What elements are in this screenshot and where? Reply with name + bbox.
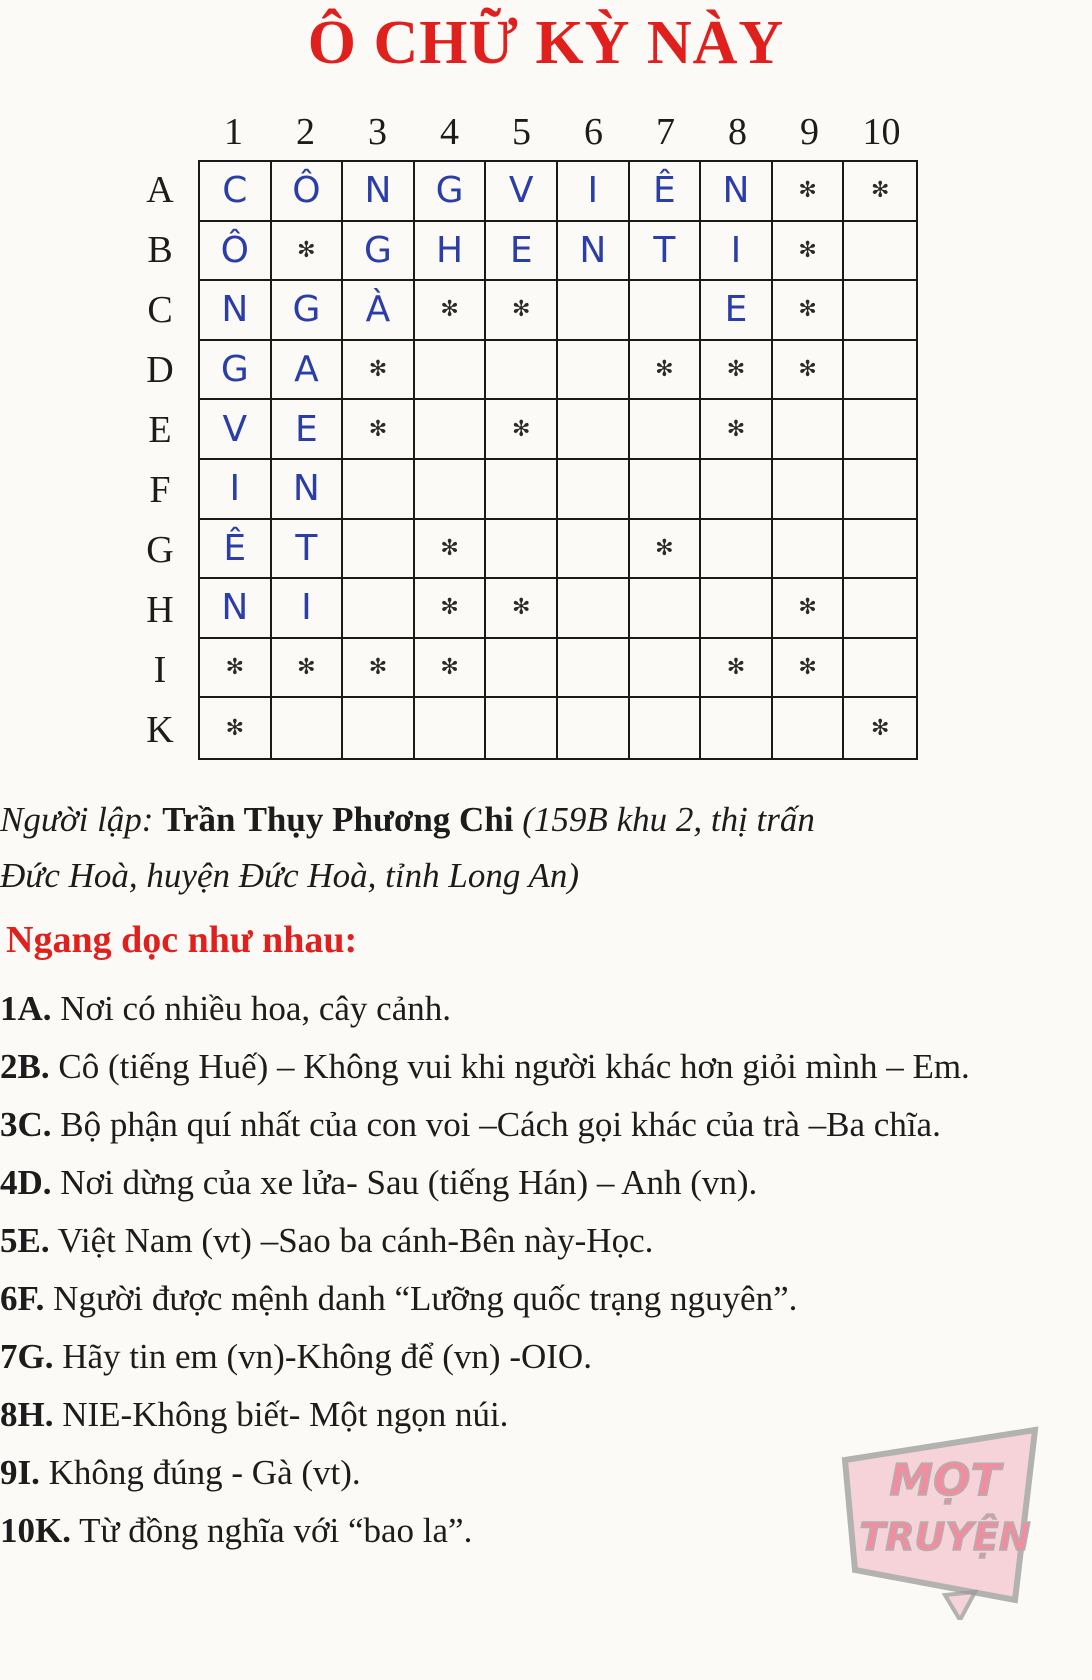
- grid-cell: I: [200, 460, 272, 520]
- blocked-cell: ✻: [415, 579, 487, 639]
- grid-cell: [701, 579, 773, 639]
- grid-cell: [844, 520, 916, 580]
- grid-cell: G: [415, 162, 487, 222]
- clue-text: Việt Nam (vt) –Sao ba cánh-Bên này-Học.: [57, 1221, 654, 1260]
- author-name: Trần Thụy Phương Chi: [162, 800, 514, 839]
- clue-number: 9I.: [0, 1453, 40, 1492]
- grid-cell: N: [200, 579, 272, 639]
- grid-cell: T: [630, 222, 702, 282]
- row-letter: D: [146, 349, 174, 391]
- watermark-line-1: MỌT: [889, 1455, 1001, 1506]
- watermark-logo: [835, 1420, 1055, 1620]
- grid-cell: [486, 639, 558, 699]
- blocked-cell: ✻: [415, 639, 487, 699]
- clue-item: [0, 1270, 1060, 1328]
- grid-cell: N: [701, 162, 773, 222]
- row-letter: I: [153, 649, 167, 691]
- column-number: 2: [296, 111, 315, 153]
- grid-cell: [558, 698, 630, 758]
- grid-cell: E: [701, 281, 773, 341]
- clue-text: Nơi có nhiều hoa, cây cảnh.: [60, 989, 452, 1028]
- grid-cell: T: [272, 520, 344, 580]
- blocked-cell: ✻: [701, 639, 773, 699]
- grid-cell: [558, 639, 630, 699]
- blocked-cell: ✻: [486, 281, 558, 341]
- row-letter: C: [147, 289, 173, 331]
- clue-text: Từ đồng nghĩa với “bao la”.: [79, 1511, 473, 1550]
- grid-cell: [343, 520, 415, 580]
- crossword-grid: [198, 160, 918, 760]
- row-letter: F: [149, 469, 171, 511]
- row-letter: G: [146, 529, 174, 571]
- blocked-cell: ✻: [486, 400, 558, 460]
- grid-cell: Ê: [630, 162, 702, 222]
- grid-cell: [630, 698, 702, 758]
- grid-cell: [343, 579, 415, 639]
- column-number: 5: [512, 111, 531, 153]
- grid-cell: G: [200, 341, 272, 401]
- clue-number: 6F.: [0, 1279, 45, 1318]
- grid-cell: [701, 460, 773, 520]
- blocked-cell: ✻: [773, 222, 845, 282]
- grid-cell: G: [343, 222, 415, 282]
- grid-cell: [844, 222, 916, 282]
- grid-cell: E: [272, 400, 344, 460]
- clue-text: Cô (tiếng Huế) – Không vui khi người khác hơn giỏi mình – Em.: [58, 1047, 970, 1086]
- grid-cell: [343, 460, 415, 520]
- clue-item: [0, 1328, 1060, 1386]
- blocked-cell: ✻: [701, 341, 773, 401]
- grid-cell: [558, 281, 630, 341]
- grid-cell: [272, 698, 344, 758]
- grid-cell: [558, 520, 630, 580]
- grid-cell: I: [272, 579, 344, 639]
- grid-cell: [415, 460, 487, 520]
- blocked-cell: ✻: [773, 281, 845, 341]
- clue-item: [0, 1096, 1060, 1154]
- grid-cell: V: [486, 162, 558, 222]
- blocked-cell: ✻: [200, 698, 272, 758]
- clue-item: [0, 1212, 1060, 1270]
- grid-cell: [630, 281, 702, 341]
- blocked-cell: ✻: [773, 162, 845, 222]
- blocked-cell: ✻: [343, 639, 415, 699]
- grid-cell: [630, 460, 702, 520]
- clue-text: NIE-Không biết- Một ngọn núi.: [62, 1395, 509, 1434]
- author-credit: [0, 792, 1080, 904]
- grid-cell: N: [272, 460, 344, 520]
- clue-item: [0, 1154, 1060, 1212]
- grid-cell: V: [200, 400, 272, 460]
- grid-cell: [343, 698, 415, 758]
- grid-cell: Ê: [200, 520, 272, 580]
- row-letter: H: [146, 589, 174, 631]
- grid-cell: [844, 579, 916, 639]
- grid-cell: [486, 460, 558, 520]
- grid-cell: [844, 341, 916, 401]
- clue-number: 2B.: [0, 1047, 50, 1086]
- clue-item: [0, 1038, 1060, 1096]
- column-number: 3: [368, 111, 387, 153]
- blocked-cell: ✻: [486, 579, 558, 639]
- blocked-cell: ✻: [415, 520, 487, 580]
- column-number: 8: [728, 111, 747, 153]
- grid-cell: N: [343, 162, 415, 222]
- author-address-2: Đức Hoà, huyện Đức Hoà, tỉnh Long An): [0, 856, 579, 895]
- blocked-cell: ✻: [272, 222, 344, 282]
- column-number: 10: [862, 111, 901, 153]
- blocked-cell: ✻: [630, 520, 702, 580]
- grid-cell: [773, 460, 845, 520]
- column-number: 7: [656, 111, 675, 153]
- grid-cell: [630, 400, 702, 460]
- row-letter: K: [146, 709, 174, 751]
- grid-cell: [773, 400, 845, 460]
- grid-cell: [486, 520, 558, 580]
- grid-cell: Ô: [200, 222, 272, 282]
- puzzle-title: Ô CHỮ KỲ NÀY: [307, 9, 785, 77]
- grid-cell: I: [558, 162, 630, 222]
- blocked-cell: ✻: [773, 639, 845, 699]
- grid-cell: I: [701, 222, 773, 282]
- grid-cell: [486, 698, 558, 758]
- clue-text: Bộ phận quí nhất của con voi –Cách gọi khác của trà –Ba chĩa.: [60, 1105, 941, 1144]
- row-letter: E: [148, 409, 172, 451]
- grid-cell: E: [486, 222, 558, 282]
- blocked-cell: ✻: [343, 400, 415, 460]
- grid-cell: [701, 698, 773, 758]
- grid-cell: H: [415, 222, 487, 282]
- grid-cell: A: [272, 341, 344, 401]
- grid-cell: C: [200, 162, 272, 222]
- clue-text: Người được mệnh danh “Lưỡng quốc trạng nguyên”.: [53, 1279, 798, 1318]
- grid-cell: [844, 639, 916, 699]
- grid-cell: N: [200, 281, 272, 341]
- grid-cell: [844, 460, 916, 520]
- grid-cell: [773, 698, 845, 758]
- clue-number: 3C.: [0, 1105, 52, 1144]
- grid-cell: [558, 460, 630, 520]
- blocked-cell: ✻: [844, 162, 916, 222]
- clue-number: 8H.: [0, 1395, 54, 1434]
- column-number: 9: [800, 111, 819, 153]
- grid-cell: [415, 698, 487, 758]
- clue-number: 5E.: [0, 1221, 50, 1260]
- blocked-cell: ✻: [630, 341, 702, 401]
- clue-text: Hãy tin em (vn)-Không để (vn) -OIO.: [62, 1337, 592, 1376]
- author-label: Người lập:: [0, 800, 154, 839]
- grid-cell: [844, 400, 916, 460]
- clue-number: 7G.: [0, 1337, 54, 1376]
- grid-cell: [773, 520, 845, 580]
- clue-number: 1A.: [0, 989, 52, 1028]
- clue-item: [0, 980, 1060, 1038]
- clue-number: 10K.: [0, 1511, 71, 1550]
- grid-cell: [558, 341, 630, 401]
- blocked-cell: ✻: [773, 341, 845, 401]
- blocked-cell: ✻: [701, 400, 773, 460]
- column-number: 4: [440, 111, 459, 153]
- row-letter: B: [147, 229, 173, 271]
- blocked-cell: ✻: [343, 341, 415, 401]
- grid-cell: Ô: [272, 162, 344, 222]
- grid-cell: [844, 281, 916, 341]
- clue-number: 4D.: [0, 1163, 52, 1202]
- clue-text: Không đúng - Gà (vt).: [48, 1453, 361, 1492]
- watermark-line-2: TRUYỆN: [859, 1515, 1031, 1559]
- blocked-cell: ✻: [415, 281, 487, 341]
- grid-cell: [415, 341, 487, 401]
- blocked-cell: ✻: [870, 715, 890, 741]
- grid-cell: [486, 341, 558, 401]
- section-heading: Ngang dọc như nhau:: [6, 919, 358, 961]
- author-address-1: (159B khu 2, thị trấn: [522, 800, 815, 839]
- blocked-cell: ✻: [272, 639, 344, 699]
- row-letter: A: [146, 169, 174, 211]
- grid-cell: [558, 400, 630, 460]
- grid-cell: N: [558, 222, 630, 282]
- grid-cell: [415, 400, 487, 460]
- column-number: 1: [224, 111, 243, 153]
- blocked-cell: ✻: [773, 579, 845, 639]
- grid-cell: [558, 579, 630, 639]
- grid-cell: [701, 520, 773, 580]
- grid-cell: [630, 639, 702, 699]
- grid-cell: [630, 579, 702, 639]
- column-number: 6: [584, 111, 603, 153]
- grid-cell: G: [272, 281, 344, 341]
- clue-text: Nơi dừng của xe lửa- Sau (tiếng Hán) – Anh (vn).: [60, 1163, 758, 1202]
- grid-cell: À: [343, 281, 415, 341]
- blocked-cell: ✻: [200, 639, 272, 699]
